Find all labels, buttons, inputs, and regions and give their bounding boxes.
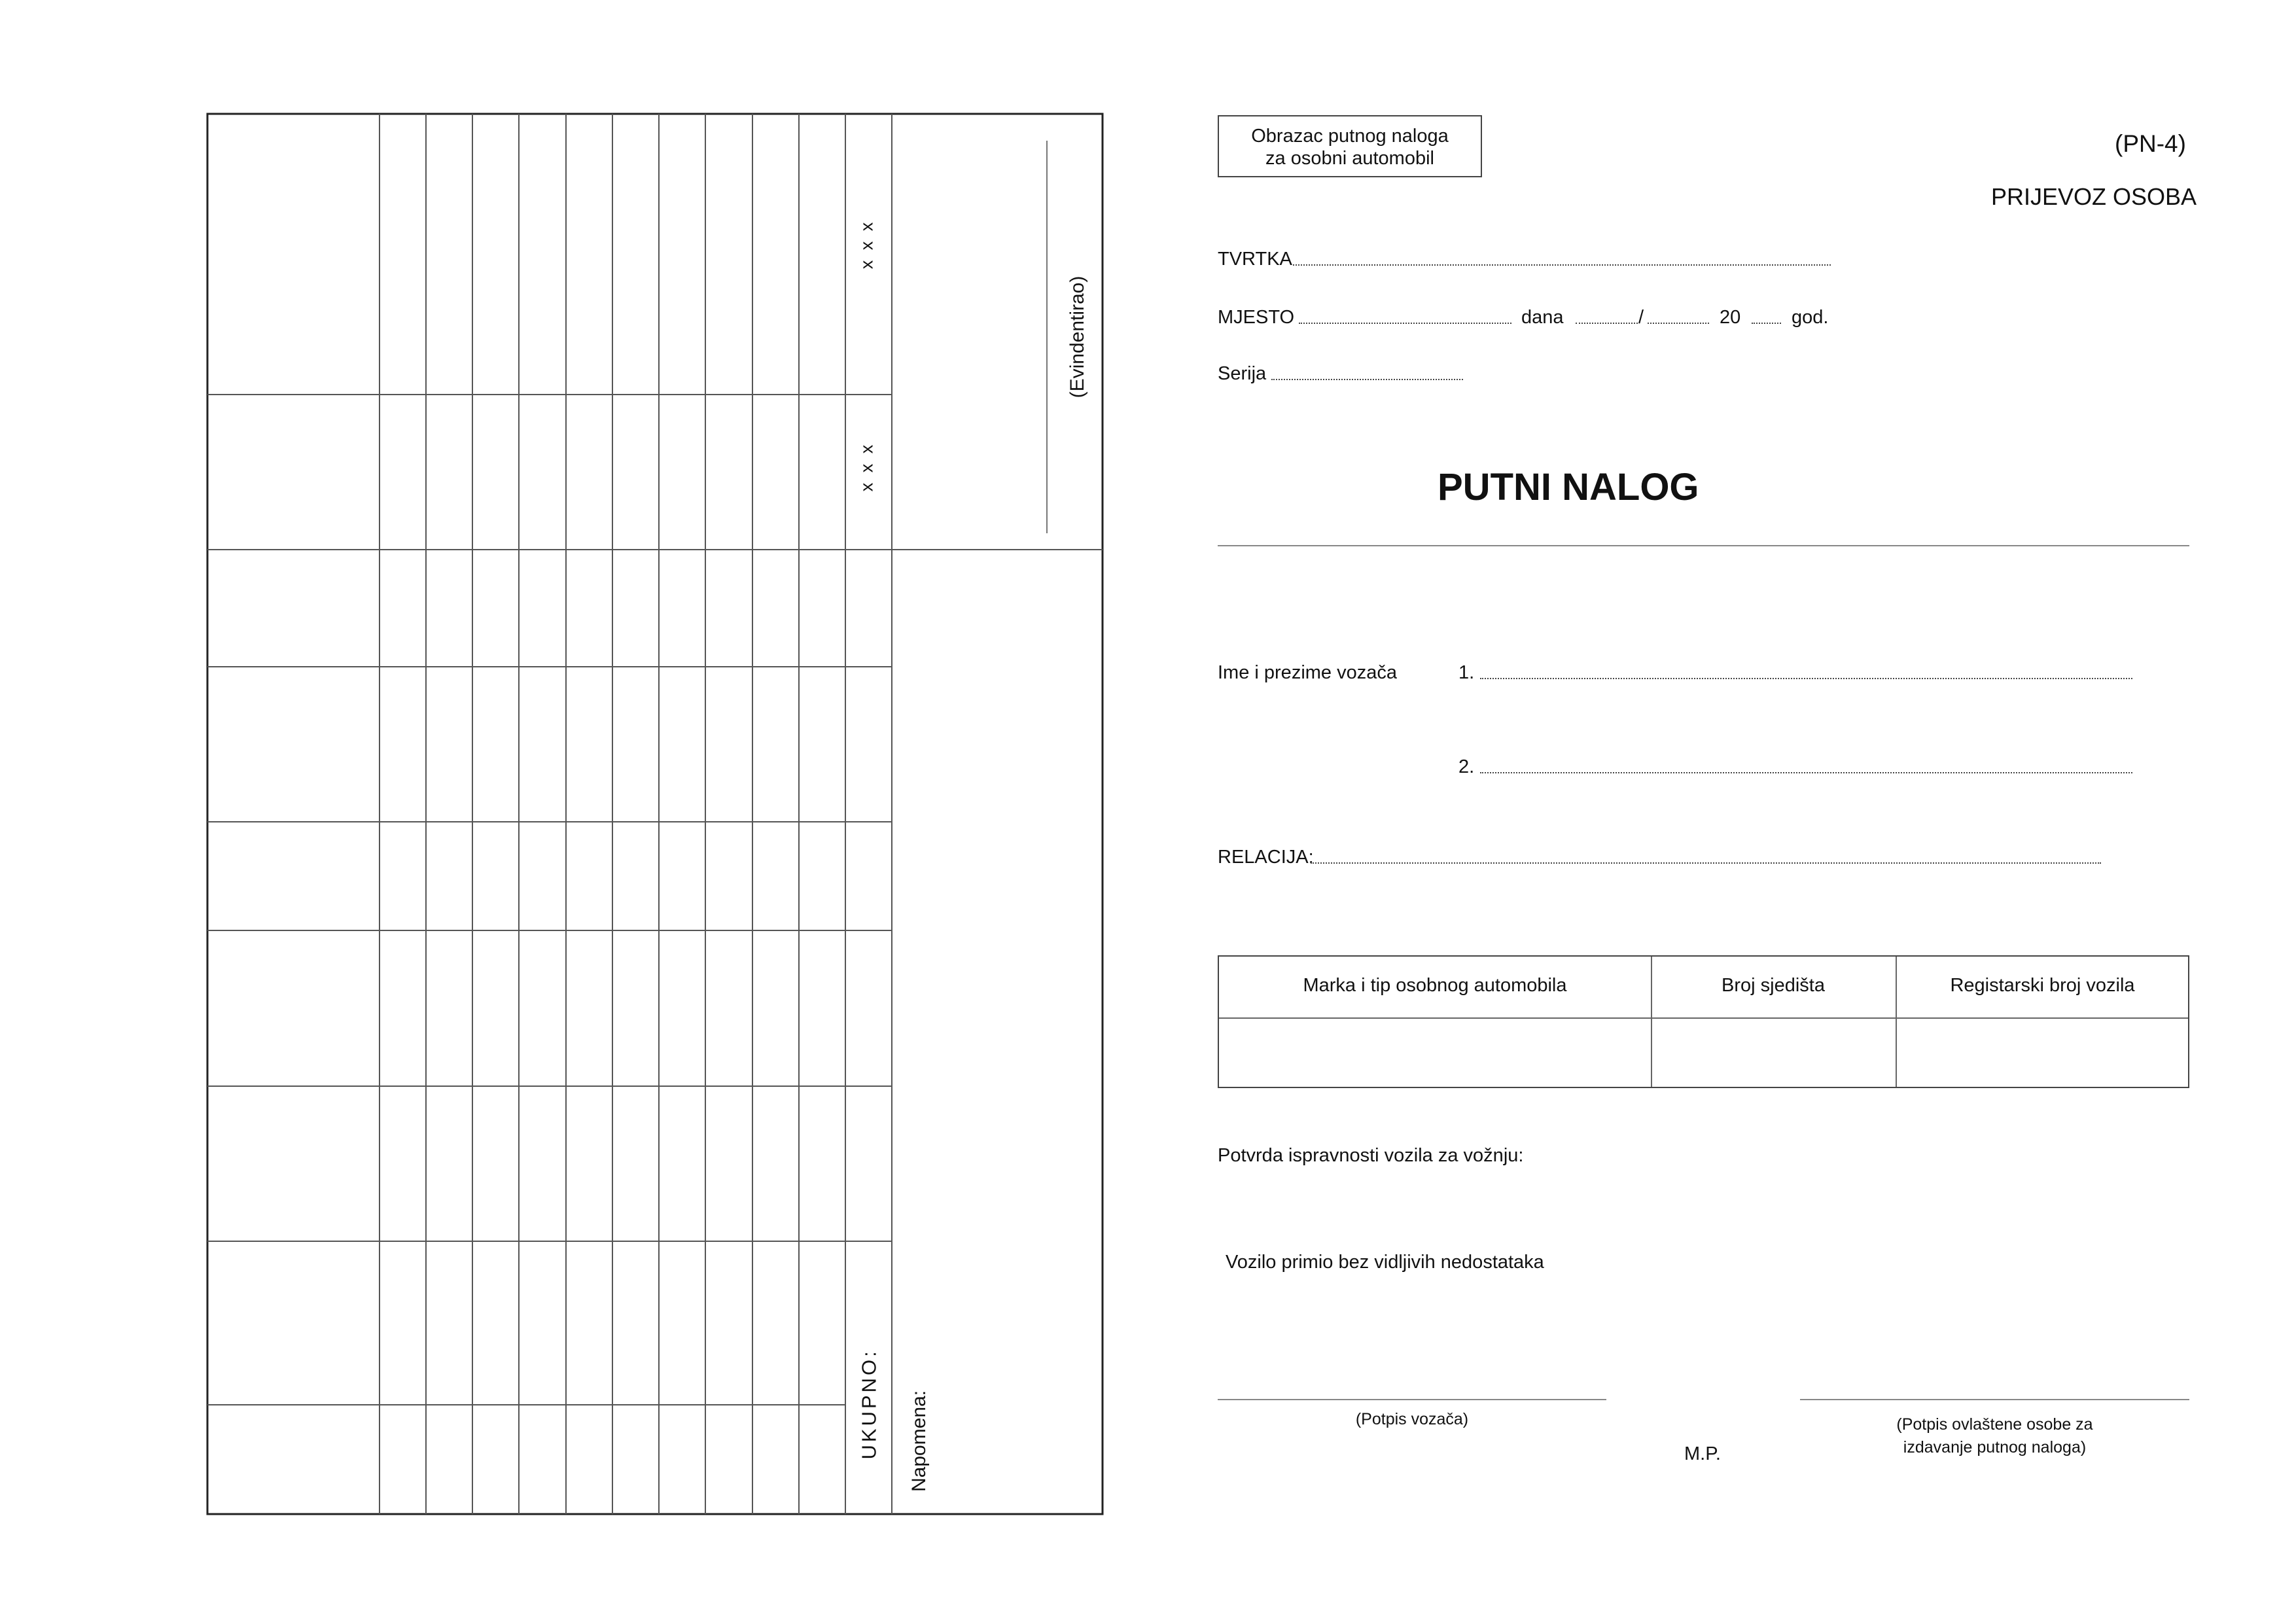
registration-header: Registarski broj vozila — [1950, 975, 2135, 996]
driver-name-label: Ime i prezime vozača — [1218, 662, 1397, 683]
tvrtka-field[interactable] — [1293, 264, 1831, 266]
driver-2-field[interactable] — [1480, 772, 2132, 773]
napomena-label: Napomena: — [908, 1390, 930, 1492]
seats-header: Broj sjedišta — [1722, 975, 1825, 996]
dana-label: dana — [1521, 307, 1564, 328]
vehicle-received-label: Vozilo primio bez vidljivih nedostataka — [1226, 1252, 1544, 1273]
year-field[interactable] — [1752, 323, 1781, 324]
serija-field[interactable] — [1271, 379, 1463, 380]
driver-signature-line[interactable] — [1218, 1399, 1606, 1400]
year-prefix: 20 — [1720, 307, 1741, 328]
document-title: PUTNI NALOG — [1438, 466, 1699, 508]
relacija-field[interactable] — [1311, 862, 2101, 864]
form-type-box — [1218, 115, 1482, 177]
vehicle-table — [1218, 955, 2189, 1088]
date-slash: / — [1638, 307, 1644, 328]
authorized-signature-label-1: (Potpis ovlaštene osobe za — [1896, 1415, 2093, 1434]
seats-cell[interactable] — [1652, 1019, 1896, 1088]
title-underline — [1218, 545, 2189, 546]
marks-row-1: x x x — [857, 219, 877, 270]
grid-outer-border — [207, 114, 1103, 1514]
form-box-line1: Obrazac putnog naloga — [1251, 126, 1449, 147]
driver-signature-label: (Potpis vozača) — [1355, 1410, 1469, 1428]
form-box-line2: za osobni automobil — [1265, 148, 1434, 169]
tvrtka-label: TVRTKA — [1218, 249, 1292, 270]
serija-label: Serija — [1218, 363, 1267, 384]
vehicle-make-cell[interactable] — [1219, 1019, 1651, 1088]
marks-row-2: x x x — [857, 442, 877, 492]
evidentirao-label: (Evindentirao) — [1067, 275, 1088, 398]
god-label: god. — [1792, 307, 1829, 328]
driver-1-field[interactable] — [1480, 678, 2132, 679]
mjesto-field[interactable] — [1299, 323, 1511, 324]
authorized-signature-line[interactable] — [1800, 1399, 2189, 1400]
registration-cell[interactable] — [1897, 1019, 2189, 1088]
stamp-label: M.P. — [1684, 1443, 1721, 1464]
month-field[interactable] — [1648, 323, 1709, 324]
day-field[interactable] — [1576, 323, 1638, 324]
relacija-label: RELACIJA: — [1218, 847, 1314, 868]
vehicle-make-header: Marka i tip osobnog automobila — [1303, 975, 1567, 996]
form-category: PRIJEVOZ OSOBA — [1991, 183, 2197, 210]
form-code: (PN-4) — [2115, 130, 2186, 157]
authorized-signature-label-2: izdavanje putnog naloga) — [1903, 1438, 2087, 1456]
mjesto-label: MJESTO — [1218, 307, 1295, 328]
driver-1-number: 1. — [1458, 662, 1475, 683]
ukupno-label: UKUPNO: — [857, 1349, 881, 1460]
vehicle-check-label: Potvrda ispravnosti vozila za vožnju: — [1218, 1145, 1524, 1166]
driver-2-number: 2. — [1458, 756, 1475, 777]
